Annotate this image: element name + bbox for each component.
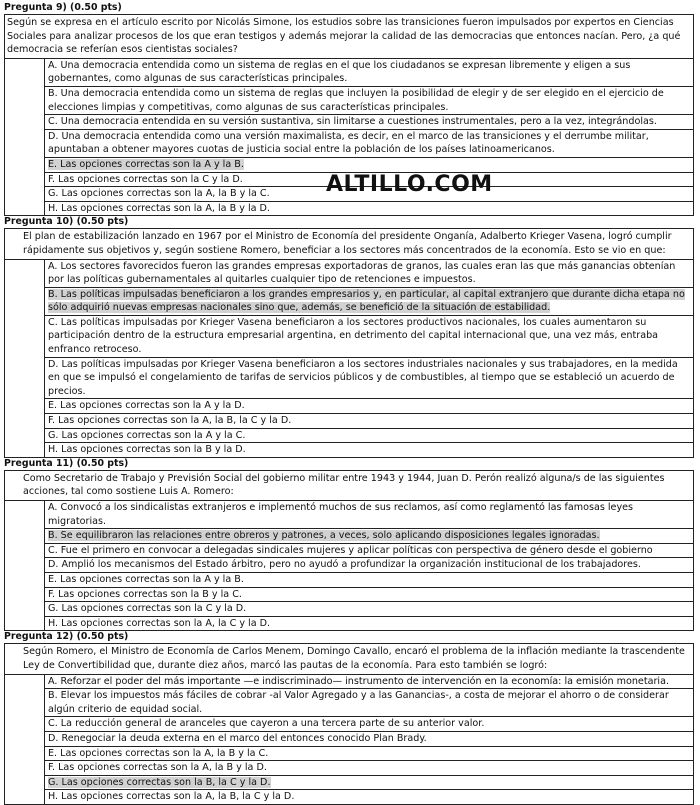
option-list	[5, 501, 693, 630]
option-f[interactable]	[44, 761, 693, 776]
option-text: A. Una democracia entendida como un sistema de reglas en el que los ciudadanos se expresan libremente y eligen a sus gobernantes, como algunas de sus características principales.	[48, 59, 631, 85]
option-text: F. Las opciones correctas son la A, la B y la D.	[48, 762, 267, 774]
option-b[interactable]	[44, 529, 693, 544]
question-stem: Según Romero, el Ministro de Economía de Carlos Menem, Domingo Cavallo, encaró el problema de la inflación mediante la trascendente Ley de Convertibilidad que, durante diez años, marcó las pautas de la economía. Para esto también se logró:	[5, 644, 693, 674]
option-text: B. Elevar los impuestos más fáciles de cobrar -al Valor Agregado y a las Ganancias-, a costa de mejorar el ahorro o de considerar algún criterio de equidad social.	[48, 690, 669, 715]
option-d[interactable]	[44, 358, 693, 400]
question-box	[4, 643, 694, 805]
option-text: A. Los sectores favorecidos fueron las grandes empresas exportadoras de granos, las cuales eran las que más ganancias obtenían por las políticas gubernamentales al quitarles cualquier tipo de retenciones e impuestos.	[48, 260, 676, 286]
option-text: D. Una democracia entendida como una versión maximalista, es decir, en el marco de las transiciones y el derrumbe militar, apuntaban a obtener mayores cuotas de justicia social entre la población de los países latinoamericanos.	[48, 130, 649, 156]
question-header: Pregunta 11) (0.50 pts)	[4, 457, 129, 469]
option-e[interactable]	[44, 573, 693, 588]
option-text: B. Las políticas impulsadas beneficiaron a los grandes empresarios y, en particular, al capital extranjero que durante dicha etapa no sólo adquirió nuevas empresas nacionales sino que, además, se benefició de la situación de estabilidad.	[48, 288, 685, 314]
option-text: C. Las políticas impulsadas por Krieger Vasena beneficiaron a los sectores productivos nacionales, los cuales aumentaron su participación dentro de la estructura empresarial argentina, en detrimento del capital internacional que, una vez más, entraba enfranco retroceso.	[48, 316, 659, 356]
option-text: H. Las opciones correctas son la A, la B y la D.	[48, 202, 270, 214]
option-b[interactable]	[44, 87, 693, 115]
option-h[interactable]	[44, 790, 693, 804]
option-list	[5, 260, 693, 457]
question-11	[4, 458, 694, 632]
option-text: C. La reducción general de aranceles que cayeron a una tercera parte de su anterior valor.	[48, 718, 485, 730]
option-text: D. Las políticas impulsadas por Krieger Vasena beneficiaron a los sectores industriales nacionales y sus trabajadores, en la medida en que se impulsó el congelamiento de tarifas de servicios públicos y de combustibles, al tiempo que se estableció un acuerdo de precios.	[48, 358, 678, 397]
option-a[interactable]	[44, 675, 693, 690]
option-e[interactable]	[44, 747, 693, 762]
option-g[interactable]	[44, 602, 693, 617]
question-header: Pregunta 12) (0.50 pts)	[4, 631, 129, 643]
option-text: E. Las opciones correctas son la A y la B.	[48, 158, 244, 170]
option-text: F. Las opciones correctas son la C y la D.	[48, 173, 243, 185]
question-header: Pregunta 10) (0.50 pts)	[4, 216, 129, 228]
option-b[interactable]	[44, 689, 693, 717]
option-text: F. Las opciones correctas son la B y la C.	[48, 588, 242, 600]
option-c[interactable]	[44, 544, 693, 559]
option-c[interactable]	[44, 115, 693, 130]
option-text: B. Se equilibraron las relaciones entre obreros y patrones, a veces, solo aplicando disposiciones legales ignoradas.	[48, 530, 600, 542]
question-header: Pregunta 9) (0.50 pts)	[4, 2, 122, 13]
option-g[interactable]	[44, 776, 693, 791]
option-h[interactable]	[44, 443, 693, 457]
option-f[interactable]	[44, 588, 693, 603]
option-text: C. Fue el primero en convocar a delegadas sindicales mujeres y aplicar políticas con perspectiva de género desde el gobierno	[48, 544, 653, 556]
option-text: H. Las opciones correctas son la A, la C y la D.	[48, 617, 271, 629]
watermark: ALTILLO.COM	[326, 172, 493, 197]
option-text: D. Amplió los mecanismos del Estado árbitro, pero no ayudó a profundizar la organización institucional de los trabajadores.	[48, 559, 641, 571]
option-text: D. Renegociar la deuda externa en el marco del entonces conocido Plan Brady.	[48, 732, 427, 744]
option-text: G. Las opciones correctas son la A y la C.	[48, 429, 246, 441]
option-d[interactable]	[44, 130, 693, 158]
option-f[interactable]	[44, 414, 693, 429]
option-h[interactable]	[44, 202, 693, 216]
option-c[interactable]	[44, 316, 693, 358]
option-text: F. Las opciones correctas son la A, la B, la C y la D.	[48, 415, 292, 427]
option-list	[5, 675, 693, 804]
question-12	[4, 631, 694, 805]
option-c[interactable]	[44, 717, 693, 732]
question-stem: Como Secretario de Trabajo y Previsión Social del gobierno militar entre 1943 y 1944, Juan D. Perón realizó alguna/s de las siguientes acciones, tal como sostiene Luis A. Romero:	[5, 471, 693, 501]
option-a[interactable]	[44, 260, 693, 288]
option-h[interactable]	[44, 617, 693, 631]
option-text: E. Las opciones correctas son la A, la B y la C.	[48, 747, 269, 759]
option-text: A. Convocó a los sindicalistas extranjeros e implementó muchos de sus reclamos, así como reglamentó las famosas leyes migratorias.	[48, 502, 634, 527]
question-10	[4, 216, 694, 458]
option-text: B. Una democracia entendida como un sistema de reglas que incluyen la posibilidad de elegir y de ser elegido en el ejercicio de elecciones limpias y competitivas, como algunas de sus características principales.	[48, 87, 664, 113]
option-d[interactable]	[44, 732, 693, 747]
option-d[interactable]	[44, 558, 693, 573]
exam-document	[4, 2, 694, 805]
option-b[interactable]	[44, 288, 693, 316]
question-stem: El plan de estabilización lanzado en 1967 por el Ministro de Economía del presidente Onganía, Adalberto Krieger Vasena, logró cumplir rápidamente sus objetivos y, según sostiene Romero, beneficiar a los sectores más concentrados de la economía. Esto se vio en que:	[5, 229, 693, 259]
question-box	[4, 470, 694, 632]
option-e[interactable]	[44, 158, 693, 173]
question-stem: Según se expresa en el artículo escrito por Nicolás Simone, los estudios sobre las transiciones fueron impulsados por expertos en Ciencias Sociales para analizar procesos de los que eran testigos y además mejorar la calidad de las democracias que entonces nacían. Pero, ¿a qué democracia se referían esos cientistas sociales?	[5, 15, 693, 59]
option-text: H. Las opciones correctas son la A, la B, la C y la D.	[48, 791, 295, 803]
option-text: G. Las opciones correctas son la B, la C y la D.	[48, 776, 271, 788]
option-a[interactable]	[44, 59, 693, 87]
option-text: E. Las opciones correctas son la A y la D.	[48, 400, 245, 412]
option-text: H. Las opciones correctas son la B y la D.	[48, 444, 246, 456]
question-box	[4, 228, 694, 458]
option-g[interactable]	[44, 429, 693, 444]
option-text: C. Una democracia entendida en su versión sustantiva, sin limitarse a cuestiones instrumentales, pero a la vez, integrándolas.	[48, 116, 657, 128]
option-e[interactable]	[44, 399, 693, 414]
option-text: A. Reforzar el poder del más importante —e indiscriminado— instrumento de intervención en la economía: la emisión monetaria.	[48, 675, 670, 687]
option-text: G. Las opciones correctas son la A, la B y la C.	[48, 188, 270, 200]
option-a[interactable]	[44, 501, 693, 529]
option-text: E. Las opciones correctas son la A y la B.	[48, 573, 244, 585]
option-text: G. Las opciones correctas son la C y la D.	[48, 603, 247, 615]
